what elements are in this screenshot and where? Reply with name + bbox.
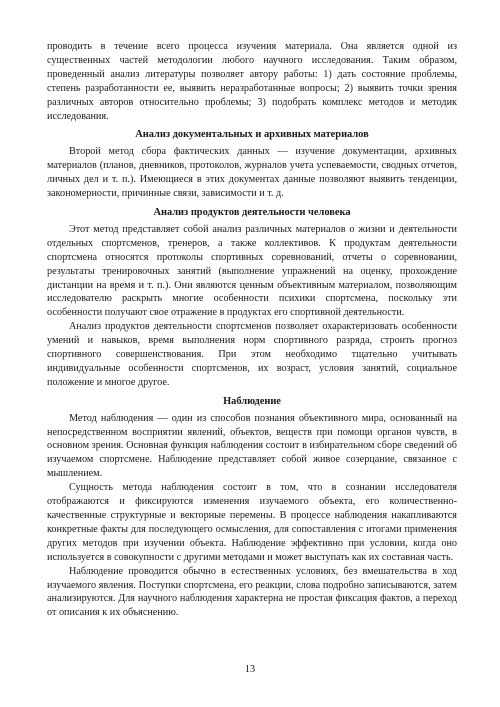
products-paragraph-1: Этот метод представляет собой анализ различных материалов о жизни и деятельности отдельных спортсменов, тренеров, а также коллективов. К продуктам деятельности спортсмена относятся протоколы спортивных соревнований, отчеты о соревновании, результаты тренировочных занятий (выполнение упражнений на оценку, прохождение дистанции на время и т. п.). Они являются ценным объективным материалом, позволяющим исследователю раскрыть многие особенности психики спортсмена, поскольку эти особенности получают свое отражение в продуктах его спортивной деятельности.	[47, 223, 457, 319]
observation-paragraph-1: Метод наблюдения — один из способов познания объективного мира, основанный на непосредственном восприятии явлений, объектов, веществ при помощи органов чувств, в основном зрения. Основная функция наблюдения состоит в избирательном сборе сведений об изучаемом спортсмене. Наблюдение представляет собой живое созерцание, связанное с мышлением.	[47, 412, 457, 480]
section-heading-observation: Наблюдение	[223, 395, 281, 407]
documents-paragraph-1: Второй метод сбора фактических данных — изучение документации, архивных материалов (планов, дневников, протоколов, журналов учета успеваемости, сводных отчетов, личных дел и т. п.). Имеющиеся в этих документах данные позволяют выявить тенденции, закономерности, причинные связи, зависимости и т. д.	[47, 146, 457, 200]
products-paragraph-2: Анализ продуктов деятельности спортсменов позволяет охарактеризовать особенности умений и навыков, время выполнения норм спортивного разряда, строить прогноз спортивного совершенствования. При этом необходимо тщательно учитывать индивидуальные особенности спортсменов, их возраст, условия занятий, социальное положение и многое другое.	[47, 321, 457, 388]
page-number: 13	[244, 664, 256, 675]
observation-paragraph-2: Сущность метода наблюдения состоит в том, что в сознании исследователя отображаются и фиксируются изменения изучаемого объекта, его количественно-качественные структурные и векторные перемены. В процессе наблюдения накапливаются конкретные факты для последующего осмысления, для сопоставления с итогами применения других методов при изучении объекта. Наблюдение эффективно при условии, когда оно используется в совокупности с другими методами и может выступать как их составная часть.	[47, 482, 457, 563]
section-heading-products: Анализ продуктов деятельности человека	[153, 206, 351, 218]
section-heading-documents: Анализ документальных и архивных материалов	[135, 129, 369, 141]
observation-paragraph-3: Наблюдение проводится обычно в естественных условиях, без вмешательства в ход изучаемого явления. Поступки спортсмена, его реакции, слова подробно записываются, затем анализируются. Для научного наблюдения характерна не простая фиксация фактов, а переход от описания к их объяснению.	[47, 565, 457, 619]
intro-paragraph: проводить в течение всего процесса изучения материала. Она является одной из существенных частей методологии любого научного исследования. Таким образом, проведенный анализ литературы позволяет автору работы: 1) дать состояние проблемы, степень разработанности ее, выявить неразработанные вопросы; 2) выявить точки зрения различных авторов относительно проблемы; 3) подобрать комплекс методов и методик исследования.	[47, 41, 457, 122]
